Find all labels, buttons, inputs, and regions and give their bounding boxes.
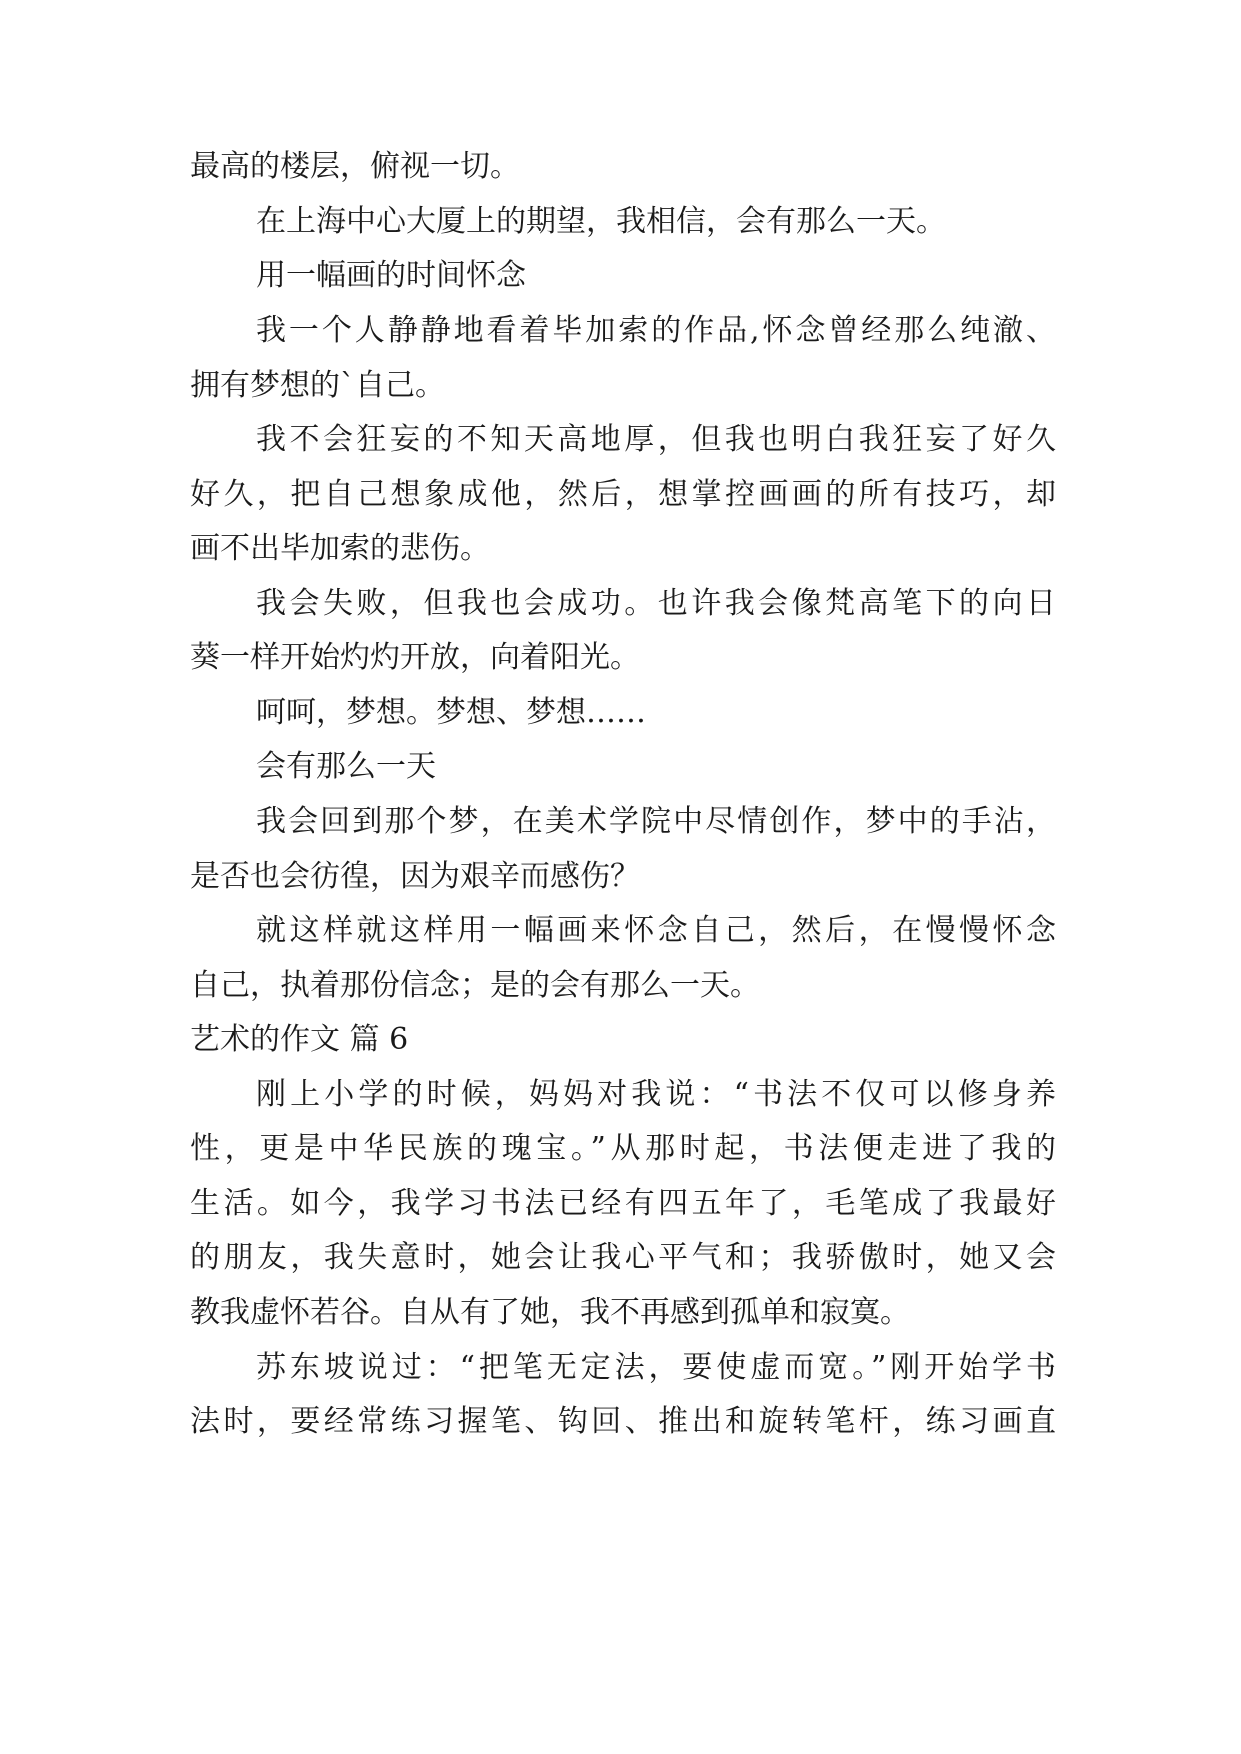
- text-line: 性，更是中华民族的瑰宝。”从那时起，书法便走进了我的: [190, 1131, 1056, 1166]
- text-line: 生活。如今，我学习书法已经有四五年了，毛笔成了我最好: [190, 1186, 1056, 1221]
- text-line: 呵呵，梦想。梦想、梦想……: [256, 695, 646, 730]
- text-line: 好久，把自己想象成他，然后，想掌控画画的所有技巧，却: [190, 477, 1056, 512]
- text-line: 我不会狂妄的不知天高地厚，但我也明白我狂妄了好久: [256, 422, 1056, 457]
- text-line: 葵一样开始灼灼开放，向着阳光。: [190, 640, 640, 675]
- text-line: 刚上小学的时候，妈妈对我说：“书法不仅可以修身养: [256, 1077, 1056, 1112]
- text-line: 会有那么一天: [256, 749, 436, 784]
- text-line: 苏东坡说过：“把笔无定法，要使虚而宽。”刚开始学书: [256, 1350, 1056, 1385]
- text-line: 拥有梦想的`自己。: [190, 368, 445, 403]
- text-line: 我会失败，但我也会成功。也许我会像梵高笔下的向日: [256, 586, 1056, 621]
- text-line: 画不出毕加索的悲伤。: [190, 531, 490, 566]
- text-line: 自己，执着那份信念；是的会有那么一天。: [190, 968, 760, 1003]
- section-heading: 艺术的作文 篇 6: [190, 1022, 409, 1057]
- text-line: 我会回到那个梦，在美术学院中尽情创作，梦中的手沾，: [256, 804, 1056, 839]
- text-line: 的朋友，我失意时，她会让我心平气和；我骄傲时，她又会: [190, 1240, 1056, 1275]
- text-line: 法时，要经常练习握笔、钩回、推出和旋转笔杆，练习画直: [190, 1404, 1056, 1439]
- text-line: 在上海中心大厦上的期望，我相信，会有那么一天。: [256, 204, 946, 239]
- text-line: 最高的楼层，俯视一切。: [190, 149, 520, 184]
- text-line: 教我虚怀若谷。自从有了她，我不再感到孤单和寂寞。: [190, 1295, 910, 1330]
- text-line: 用一幅画的时间怀念: [256, 258, 526, 293]
- text-line: 就这样就这样用一幅画来怀念自己，然后，在慢慢怀念: [256, 913, 1056, 948]
- text-line: 是否也会彷徨，因为艰辛而感伤？: [190, 859, 640, 894]
- text-line: 我一个人静静地看着毕加索的作品,怀念曾经那么纯澈、: [256, 313, 1056, 348]
